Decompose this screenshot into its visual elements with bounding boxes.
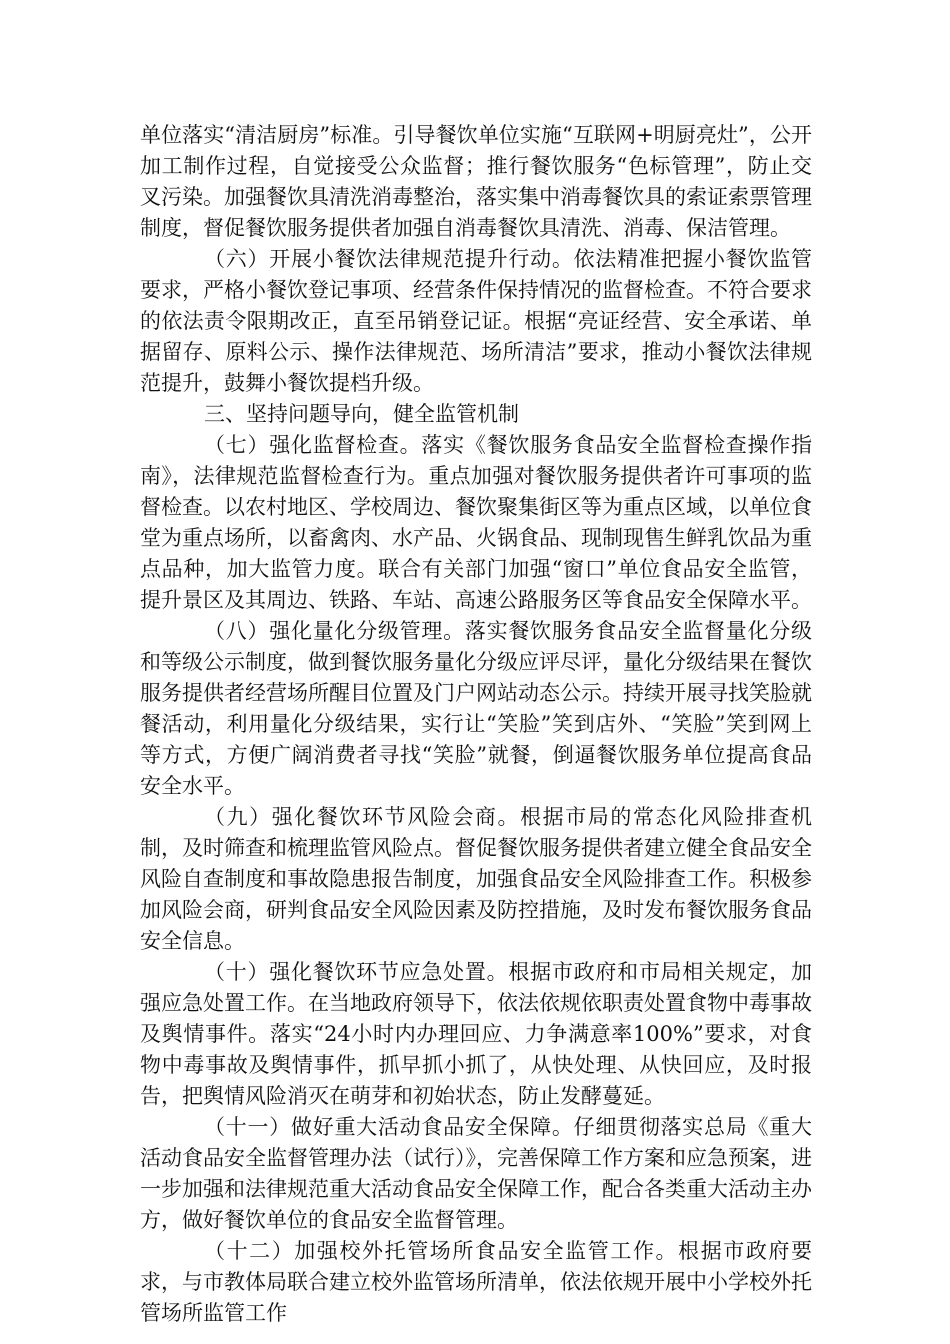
paragraph-item-11: （十一）做好重大活动食品安全保障。仔细贯彻落实总局《重大活动食品安全监督管理办法（试行）》，完善保障工作方案和应急预案，进一步加强和法律规范重大活动食品安全保障工作，配合各类重大活动主办方，做好餐饮单位的食品安全监督管理。 [140,1115,812,1232]
paragraph-continued: 单位落实“清洁厨房”标准。引导餐饮单位实施“互联网+明厨亮灶”，公开加工制作过程，自觉接受公众监督；推行餐饮服务“色标管理”，防止交叉污染。加强餐饮具清洗消毒整治，落实集中消毒餐饮具的索证索票管理制度，督促餐饮服务提供者加强自消毒餐饮具清洗、消毒、保洁管理。 [140,123,812,240]
section-heading-3: 三、坚持问题导向，健全监管机制 [204,402,519,426]
paragraph-item-6: （六）开展小餐饮法律规范提升行动。依法精准把握小餐饮监管要求，严格小餐饮登记事项、经营条件保持情况的监督检查。不符合要求的依法责令限期改正，直至吊销登记证。根据“亮证经营、安全承诺、单据留存、原料公示、操作法律规范、场所清洁”要求，推动小餐饮法律规范提升，鼓舞小餐饮提档升级。 [140,247,812,395]
paragraph-item-8: （八）强化量化分级管理。落实餐饮服务食品安全监督量化分级和等级公示制度，做到餐饮服务量化分级应评尽评，量化分级结果在餐饮服务提供者经营场所醒目位置及门户网站动态公示。持续开展寻找笑脸就餐活动，利用量化分级结果，实行让“笑脸”笑到店外、“笑脸”笑到网上等方式，方便广阔消费者寻找“笑脸”就餐，倒逼餐饮服务单位提高食品安全水平。 [140,619,812,798]
paragraph-item-7: （七）强化监督检查。落实《餐饮服务食品安全监督检查操作指南》，法律规范监督检查行为。重点加强对餐饮服务提供者许可事项的监督检查。以农村地区、学校周边、餐饮聚集街区等为重点区域，以单位食堂为重点场所，以畜禽肉、水产品、火锅食品、现制现售生鲜乳饮品为重点品种，加大监管力度。联合有关部门加强“窗口”单位食品安全监管，提升景区及其周边、铁路、车站、高速公路服务区等食品安全保障水平。 [140,433,812,612]
document-page [140,120,812,1329]
paragraph-item-9: （九）强化餐饮环节风险会商。根据市局的常态化风险排查机制，及时筛查和梳理监管风险点。督促餐饮服务提供者建立健全食品安全风险自查制度和事故隐患报告制度，加强食品安全风险排查工作。积极参加风险会商，研判食品安全风险因素及防控措施，及时发布餐饮服务食品安全信息。 [140,805,812,953]
paragraph-item-10: （十）强化餐饮环节应急处置。根据市政府和市局相关规定，加强应急处置工作。在当地政府领导下，依法依规依职责处置食物中毒事故及舆情事件。落实“24小时内办理回应、力争满意率100%”要求，对食物中毒事故及舆情事件，抓早抓小抓了，从快处理、从快回应，及时报告，把舆情风险消灭在萌芽和初始状态，防止发酵蔓延。 [140,960,812,1108]
paragraph-item-12: （十二）加强校外托管场所食品安全监管工作。根据市政府要求，与市教体局联合建立校外监管场所清单，依法依规开展中小学校外托管场所监管工作 [140,1239,812,1325]
